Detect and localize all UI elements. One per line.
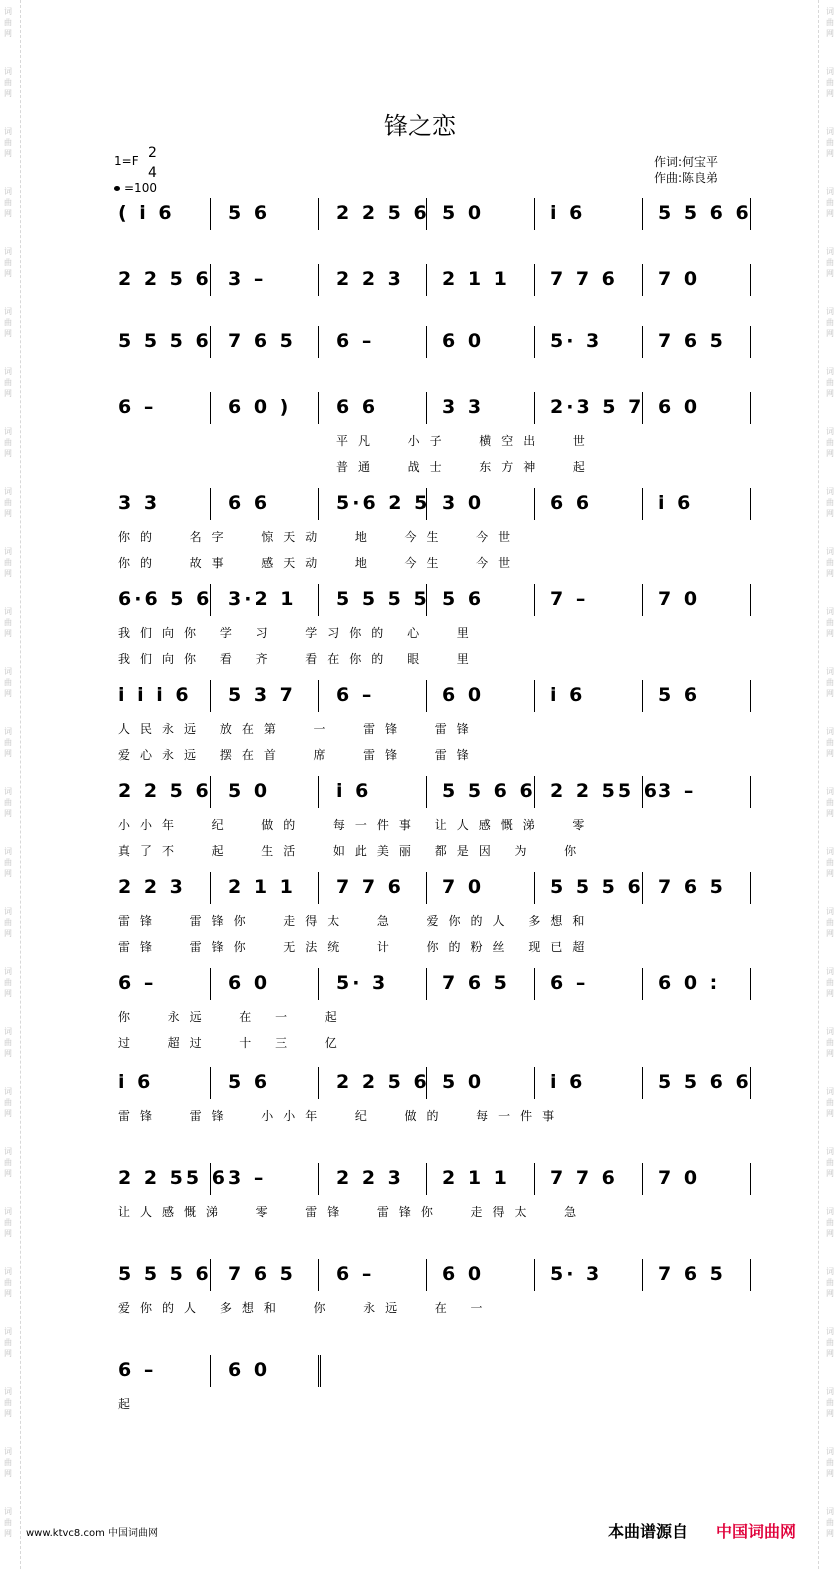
barline — [426, 968, 427, 1000]
barline — [318, 584, 319, 616]
watermark-text: 词 曲 网 — [4, 1147, 12, 1178]
barline — [642, 264, 643, 296]
barline — [210, 264, 211, 296]
watermark-text: 词 曲 网 — [4, 547, 12, 578]
barline — [750, 968, 751, 1000]
final-barline — [318, 1355, 321, 1387]
measure-notes: 7 7 6 — [336, 876, 404, 898]
measure-notes: 6 0 ) — [228, 396, 292, 418]
watermark-text: 词 曲 网 — [826, 1267, 834, 1298]
barline — [426, 872, 427, 904]
measure-notes: 3 – — [228, 268, 267, 290]
lyric-line: 让人感慨涕 零 雷锋 雷锋你 走得太 急 — [118, 1205, 587, 1219]
measure-notes: 2 2 5 6 — [336, 1071, 430, 1093]
measure-notes: i 6 — [550, 202, 586, 224]
measure-notes: 5· 3 — [550, 330, 603, 352]
watermark-text: 词 曲 网 — [826, 787, 834, 818]
measure-notes: i 6 — [658, 492, 694, 514]
barline — [426, 680, 427, 712]
watermark-text: 词 曲 网 — [826, 187, 834, 218]
lyric-line: 雷锋 雷锋 小小年 纪 做的 每一件事 — [118, 1109, 565, 1123]
lyric-line: 小小年 纪 做的 每一件事 让人感慨涕 零 — [118, 818, 595, 832]
measure-notes: 5 6 — [228, 202, 271, 224]
measure-notes: 5 5 5 5 — [336, 588, 430, 610]
barline — [210, 1355, 211, 1387]
measure-notes: 3 – — [658, 780, 697, 802]
watermark-text: 词 曲 网 — [4, 667, 12, 698]
measure-notes: i 6 — [550, 684, 586, 706]
watermark-text: 词 曲 网 — [4, 1267, 12, 1298]
measure-notes: 2 1 1 — [228, 876, 296, 898]
barline — [642, 198, 643, 230]
measure-notes: 6 0 — [658, 396, 701, 418]
measure-notes: 6 – — [336, 684, 375, 706]
watermark-text: 词 曲 网 — [826, 127, 834, 158]
measure-notes: 7 0 — [658, 588, 701, 610]
barline — [426, 488, 427, 520]
measure-notes: 7 6 5 — [228, 330, 296, 352]
measure-notes: 5· 3 — [550, 1263, 603, 1285]
barline — [318, 392, 319, 424]
page-border-left — [20, 0, 21, 1569]
measure-notes: 5 5 6 6 — [658, 202, 752, 224]
watermark-text: 词 曲 网 — [826, 1147, 834, 1178]
watermark-text: 词 曲 网 — [826, 427, 834, 458]
measure-notes: 3 – — [228, 1167, 267, 1189]
barline — [642, 776, 643, 808]
watermark-text: 词 曲 网 — [4, 727, 12, 758]
barline — [426, 584, 427, 616]
watermark-text: 词 曲 网 — [826, 667, 834, 698]
measure-notes: 6 – — [550, 972, 589, 994]
barline — [750, 1067, 751, 1099]
barline — [534, 776, 535, 808]
barline — [210, 198, 211, 230]
page-border-right — [818, 0, 819, 1569]
barline — [750, 392, 751, 424]
measure-notes: 5 0 — [442, 1071, 485, 1093]
measure-notes: 7 7 6 — [550, 268, 618, 290]
watermark-text: 词 曲 网 — [826, 1027, 834, 1058]
barline — [318, 198, 319, 230]
measure-notes: i 6 — [550, 1071, 586, 1093]
barline — [642, 326, 643, 358]
lyric-line: 平凡 小子 横空出 世 — [336, 434, 595, 448]
watermark-text: 词 曲 网 — [4, 247, 12, 278]
watermark-text: 词 曲 网 — [4, 847, 12, 878]
measure-notes: 2 2 3 — [336, 268, 404, 290]
measure-notes: 5 5 5 6 — [550, 876, 644, 898]
watermark-text: 词 曲 网 — [826, 907, 834, 938]
watermark-text: 词 曲 网 — [826, 67, 834, 98]
lyricist-credit: 作词:何宝平 — [654, 155, 719, 169]
watermark-text: 词 曲 网 — [826, 967, 834, 998]
barline — [426, 1067, 427, 1099]
measure-notes: 2·3 5 7 — [550, 396, 645, 418]
quarter-note-icon — [114, 186, 120, 191]
barline — [318, 488, 319, 520]
barline — [534, 264, 535, 296]
barline — [426, 1163, 427, 1195]
measure-notes: 3 0 — [442, 492, 485, 514]
barline — [426, 776, 427, 808]
barline — [318, 1259, 319, 1291]
barline — [642, 1259, 643, 1291]
barline — [210, 680, 211, 712]
song-title: 锋之恋 — [384, 112, 456, 140]
barline — [642, 392, 643, 424]
measure-notes: 5· 3 — [336, 972, 389, 994]
barline — [210, 488, 211, 520]
barline — [642, 680, 643, 712]
barline — [750, 326, 751, 358]
lyric-line: 你的 故事 感天动 地 今生 今世 — [118, 556, 521, 570]
measure-notes: 2 2 55 6 — [550, 780, 660, 802]
measure-notes: 5 5 5 6 — [118, 1263, 212, 1285]
tempo-marking — [114, 181, 157, 195]
barline — [210, 326, 211, 358]
measure-notes: 6 0 — [228, 1359, 271, 1381]
barline — [426, 198, 427, 230]
measure-notes: 6 0 — [442, 330, 485, 352]
barline — [642, 1067, 643, 1099]
barline — [210, 968, 211, 1000]
measure-notes: 6 6 — [336, 396, 379, 418]
measure-notes: 6 0 : — [658, 972, 721, 994]
watermark-text: 词 曲 网 — [826, 727, 834, 758]
barline — [534, 1259, 535, 1291]
watermark-text: 词 曲 网 — [4, 307, 12, 338]
measure-notes: 7 6 5 — [228, 1263, 296, 1285]
barline — [534, 326, 535, 358]
measure-notes: 7 6 5 — [442, 972, 510, 994]
watermark-text: 词 曲 网 — [4, 967, 12, 998]
measure-notes: 7 0 — [658, 268, 701, 290]
lyric-line: 真了不 起 生活 如此美丽 都是因 为 你 — [118, 844, 587, 858]
measure-notes: 7 6 5 — [658, 1263, 726, 1285]
watermark-text: 词 曲 网 — [826, 1507, 834, 1538]
measure-notes: 6 0 — [228, 972, 271, 994]
key-signature: 1=F — [114, 154, 139, 168]
watermark-text: 词 曲 网 — [826, 367, 834, 398]
measure-notes: 7 6 5 — [658, 330, 726, 352]
measure-notes: 2 1 1 — [442, 1167, 510, 1189]
lyric-line: 你 永远 在 一 起 — [118, 1010, 347, 1024]
barline — [210, 584, 211, 616]
watermark-text: 词 曲 网 — [4, 607, 12, 638]
measure-notes: 5 5 5 6 — [118, 330, 212, 352]
barline — [426, 392, 427, 424]
watermark-text: 词 曲 网 — [826, 607, 834, 638]
watermark-text: 词 曲 网 — [4, 367, 12, 398]
barline — [750, 584, 751, 616]
watermark-text: 词 曲 网 — [4, 1327, 12, 1358]
lyric-line: 我们向你 学 习 学习你的 心 里 — [118, 626, 479, 640]
measure-notes: 5 6 — [658, 684, 701, 706]
watermark-text: 词 曲 网 — [4, 1447, 12, 1478]
measure-notes: 5 0 — [228, 780, 271, 802]
barline — [210, 1067, 211, 1099]
measure-notes: 3 3 — [442, 396, 485, 418]
barline — [642, 968, 643, 1000]
watermark-text: 词 曲 网 — [4, 67, 12, 98]
measure-notes: 3·2 1 — [228, 588, 297, 610]
barline — [750, 872, 751, 904]
measure-notes: 6 0 — [442, 684, 485, 706]
barline — [750, 264, 751, 296]
barline — [426, 1259, 427, 1291]
barline — [426, 264, 427, 296]
measure-notes: 6 0 — [442, 1263, 485, 1285]
measure-notes: 2 1 1 — [442, 268, 510, 290]
barline — [318, 872, 319, 904]
barline — [642, 488, 643, 520]
footer-source-label: 本曲谱源自 — [608, 1522, 689, 1541]
barline — [534, 1163, 535, 1195]
lyric-line: 雷锋 雷锋你 无法统 计 你的粉丝 现已超 — [118, 940, 595, 954]
watermark-text: 词 曲 网 — [4, 7, 12, 38]
time-signature-numerator: 2 — [148, 145, 157, 161]
measure-notes: 2 2 55 6 — [118, 1167, 228, 1189]
lyric-line: 起 — [118, 1397, 141, 1411]
watermark-text: 词 曲 网 — [4, 1207, 12, 1238]
barline — [642, 584, 643, 616]
measure-notes: 2 2 5 6 — [118, 268, 212, 290]
barline — [534, 1067, 535, 1099]
barline — [318, 1067, 319, 1099]
measure-notes: 7 0 — [658, 1167, 701, 1189]
lyric-line: 爱你的人 多想和 你 永远 在 一 — [118, 1301, 493, 1315]
measure-notes: 6 – — [336, 330, 375, 352]
measure-notes: 6·6 5 6 — [118, 588, 213, 610]
measure-notes: 5 3 7 — [228, 684, 296, 706]
barline — [534, 488, 535, 520]
watermark-text: 词 曲 网 — [826, 1447, 834, 1478]
barline — [210, 1163, 211, 1195]
footer-site: www.ktvc8.com 中国词曲网 — [26, 1528, 159, 1539]
measure-notes: 3 3 — [118, 492, 161, 514]
barline — [750, 1163, 751, 1195]
measure-notes: 5 6 — [442, 588, 485, 610]
barline — [210, 392, 211, 424]
barline — [750, 680, 751, 712]
measure-notes: 7 7 6 — [550, 1167, 618, 1189]
barline — [534, 968, 535, 1000]
measure-notes: 2 2 5 6 — [336, 202, 430, 224]
barline — [642, 1163, 643, 1195]
watermark-text: 词 曲 网 — [4, 787, 12, 818]
watermark-text: 词 曲 网 — [4, 1027, 12, 1058]
barline — [318, 776, 319, 808]
measure-notes: 5 0 — [442, 202, 485, 224]
measure-notes: 5 6 — [228, 1071, 271, 1093]
watermark-text: 词 曲 网 — [826, 247, 834, 278]
barline — [318, 680, 319, 712]
barline — [534, 198, 535, 230]
watermark-text: 词 曲 网 — [4, 187, 12, 218]
footer-brand: 中国词曲网 — [716, 1522, 797, 1541]
measure-notes: 5 5 6 6 — [658, 1071, 752, 1093]
watermark-text: 词 曲 网 — [826, 1207, 834, 1238]
lyric-line: 普通 战士 东方神 起 — [336, 460, 595, 474]
measure-notes: 7 – — [550, 588, 589, 610]
barline — [318, 968, 319, 1000]
lyric-line: 你的 名字 惊天动 地 今生 今世 — [118, 530, 521, 544]
watermark-text: 词 曲 网 — [4, 907, 12, 938]
watermark-text: 词 曲 网 — [4, 1087, 12, 1118]
measure-notes: i i i 6 — [118, 684, 192, 706]
lyric-line: 雷锋 雷锋你 走得太 急 爱你的人 多想和 — [118, 914, 595, 928]
measure-notes: i 6 — [336, 780, 372, 802]
measure-notes: 6 – — [118, 1359, 157, 1381]
watermark-text: 词 曲 网 — [826, 1087, 834, 1118]
tempo-value: =100 — [124, 181, 157, 195]
barline — [210, 776, 211, 808]
watermark-text: 词 曲 网 — [4, 1387, 12, 1418]
barline — [750, 776, 751, 808]
measure-notes: 7 0 — [442, 876, 485, 898]
barline — [426, 326, 427, 358]
measure-notes: 2 2 3 — [118, 876, 186, 898]
watermark-text: 词 曲 网 — [826, 7, 834, 38]
measure-notes: i 6 — [118, 1071, 154, 1093]
barline — [642, 872, 643, 904]
measure-notes: 5·6 2 5 — [336, 492, 431, 514]
watermark-text: 词 曲 网 — [4, 427, 12, 458]
watermark-text: 词 曲 网 — [826, 307, 834, 338]
watermark-text: 词 曲 网 — [4, 487, 12, 518]
watermark-text: 词 曲 网 — [4, 127, 12, 158]
time-signature-denominator: 4 — [148, 165, 157, 181]
measure-notes: 5 5 6 6 — [442, 780, 536, 802]
measure-notes: 6 – — [118, 396, 157, 418]
watermark-text: 词 曲 网 — [826, 1327, 834, 1358]
watermark-text: 词 曲 网 — [826, 847, 834, 878]
measure-notes: 6 6 — [550, 492, 593, 514]
lyric-line: 人民永远 放在第 一 雷锋 雷锋 — [118, 722, 479, 736]
watermark-text: 词 曲 网 — [826, 547, 834, 578]
measure-notes: ( i 6 — [118, 202, 175, 224]
barline — [318, 326, 319, 358]
watermark-text: 词 曲 网 — [826, 1387, 834, 1418]
barline — [534, 872, 535, 904]
barline — [534, 392, 535, 424]
lyric-line: 我们向你 看 齐 看在你的 眼 里 — [118, 652, 479, 666]
lyric-line: 爱心永远 摆在首 席 雷锋 雷锋 — [118, 748, 479, 762]
measure-notes: 6 6 — [228, 492, 271, 514]
measure-notes: 6 – — [336, 1263, 375, 1285]
measure-notes: 2 2 5 6 — [118, 780, 212, 802]
barline — [318, 1163, 319, 1195]
barline — [210, 872, 211, 904]
barline — [750, 488, 751, 520]
barline — [318, 264, 319, 296]
measure-notes: 6 – — [118, 972, 157, 994]
barline — [750, 198, 751, 230]
measure-notes: 2 2 3 — [336, 1167, 404, 1189]
measure-notes: 7 6 5 — [658, 876, 726, 898]
barline — [750, 1259, 751, 1291]
composer-credit: 作曲:陈良弟 — [654, 171, 719, 185]
lyric-line: 过 超过 十 三 亿 — [118, 1036, 347, 1050]
barline — [210, 1259, 211, 1291]
watermark-text: 词 曲 网 — [826, 487, 834, 518]
barline — [534, 680, 535, 712]
watermark-text: 词 曲 网 — [4, 1507, 12, 1538]
barline — [534, 584, 535, 616]
